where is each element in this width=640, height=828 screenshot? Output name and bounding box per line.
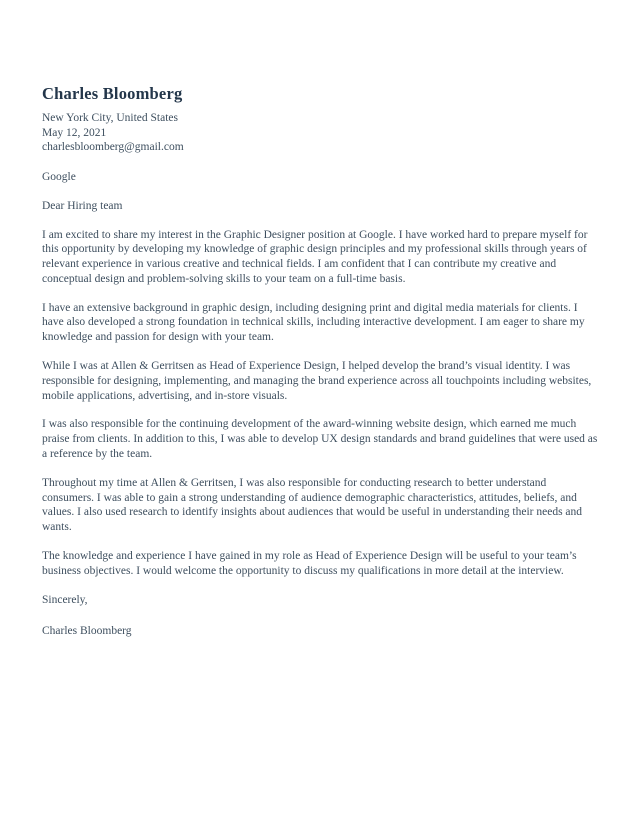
- recipient-block: [42, 170, 598, 185]
- sender-contact-block: [42, 111, 598, 155]
- sender-email: charlesbloomberg@gmail.com: [42, 141, 184, 153]
- body-paragraph: Throughout my time at Allen & Gerritsen, I was also responsible for conducting research to better understand consumers. I was able to gain a strong understanding of audience demographic characteristics, attitudes, beliefs, and values. I also used research to identify insights about audiences that would be useful in understanding their needs and wants.: [42, 476, 583, 534]
- sender-location: New York City, United States: [42, 112, 178, 124]
- recipient-name: Google: [42, 170, 76, 183]
- letter-date: May 12, 2021: [42, 126, 107, 139]
- body-paragraph: The knowledge and experience I have gained in my role as Head of Experience Design will be useful to your team’s business objectives. I would welcome the opportunity to discuss my qualifications in more detail at the interview.: [42, 550, 577, 577]
- closing: Sincerely,: [42, 593, 88, 606]
- salutation: Dear Hiring team: [42, 200, 123, 212]
- sender-name: Charles Bloomberg: [42, 84, 183, 103]
- body-paragraph: While I was at Allen & Gerritsen as Head of Experience Design, I helped develop the brand’s visual identity. I was responsible for designing, implementing, and managing the brand experience across all touchpoints including websites, mobile applications, advertising, and in-store visuals.: [42, 360, 592, 402]
- body-paragraph: I was also responsible for the continuing development of the award-winning website design, which earned me much praise from clients. In addition to this, I was able to develop UX design standards and brand guidelines that were used as a reference by the team.: [42, 418, 598, 461]
- signature-name: Charles Bloomberg: [42, 625, 132, 638]
- letter-body: [42, 228, 598, 579]
- body-paragraph: I am excited to share my interest in the Graphic Designer position at Google. I have worked hard to prepare myself for this opportunity by developing my knowledge of graphic design principles and my professional skills through years of relevant experience in various creative and technical fields. I am confident that I can contribute my creative and conceptual design and problem-solving skills to your team on a full-time basis.: [42, 228, 588, 285]
- body-paragraph: I have an extensive background in graphic design, including designing print and digital media materials for clients. I have also developed a strong foundation in technical skills, including interactive development. I am eager to share my knowledge and passion for design with your team.: [42, 301, 585, 344]
